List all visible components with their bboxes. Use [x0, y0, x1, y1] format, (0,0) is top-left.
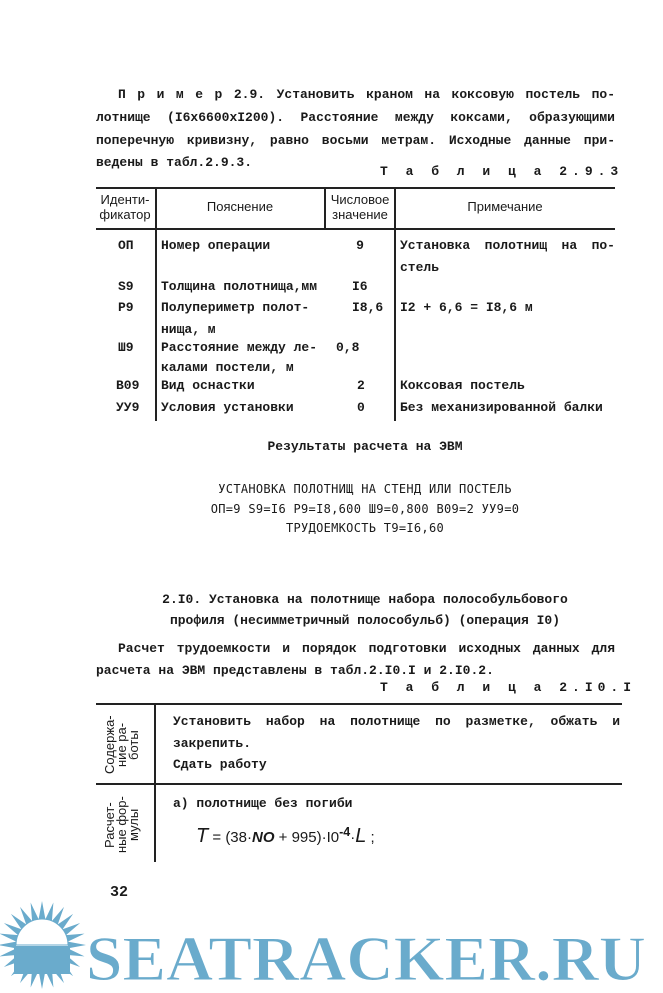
table2-col-divider: [154, 705, 156, 862]
row-label-line: Расчет-: [102, 802, 117, 848]
header-value-line: Числовое: [330, 192, 390, 207]
results-title: Результаты расчета на ЭВМ: [267, 439, 463, 454]
page-number: 32: [110, 884, 129, 901]
results-output-line: ТРУДОЕМКОСТЬ Т9=I6,60: [285, 521, 445, 535]
watermark-logo: [0, 900, 663, 993]
row-value: 0: [357, 400, 365, 415]
table1-col-divider: [155, 189, 157, 421]
row-desc: Полупериметр полот-: [161, 300, 310, 315]
row-label-formulas: [104, 790, 140, 860]
formula-part: ;: [366, 829, 375, 846]
row-note: I2 + 6,6 = I8,6 м: [400, 300, 533, 315]
content-line: Установить набор на полотнище по разметке, обжать и: [173, 714, 620, 729]
row-desc: Условия установки: [161, 400, 294, 415]
row-value: 0,8: [336, 340, 360, 355]
row-note: стель: [400, 260, 440, 275]
row-id: УУ9: [116, 400, 140, 415]
row-value: 2: [357, 378, 365, 393]
table1-caption: Т а б л и ц а 2.9.3: [380, 164, 624, 179]
row-id: В09: [116, 378, 140, 393]
row-value: I8,6: [352, 300, 384, 315]
results-output-line: ОП=9 S9=I6 P9=I8,600 Ш9=0,800 В09=2 УУ9=0: [210, 502, 520, 516]
header-identifier-line: Иденти-: [100, 192, 150, 207]
row-value: I6: [352, 279, 368, 294]
header-value: [325, 192, 395, 222]
watermark-text: SEATRACKER.RU: [86, 923, 646, 993]
sun-icon: [0, 901, 86, 989]
header-description: Пояснение: [206, 199, 274, 214]
formula-case: а) полотнище без погиби: [173, 796, 353, 811]
section-heading: профиля (несимметричный полособульб) (операция I0): [169, 613, 561, 628]
table1-col-divider: [394, 189, 396, 421]
results-output-line: УСТАНОВКА ПОЛОТНИЩ НА СТЕНД ИЛИ ПОСТЕЛЬ: [218, 482, 512, 496]
row-id: P9: [118, 300, 134, 315]
example-line-1: П р и м е р 2.9. Установить краном на коксовую постель по-: [118, 87, 615, 102]
table1-top-rule: [96, 187, 615, 189]
row-note: Без механизированной балки: [400, 400, 603, 415]
row-note: Коксовая постель: [400, 378, 525, 393]
example-line-2: лотнище (I6x6600xI200). Расстояние между коксами, образующими: [96, 110, 615, 125]
row-id: S9: [118, 279, 134, 294]
section-para-line: расчета на ЭВМ представлены в табл.2.I0.I и 2.I0.2.: [96, 663, 494, 678]
header-identifier-line: фикатор: [99, 207, 151, 222]
formula-var: L: [355, 825, 367, 847]
row-label-line: ние ра-: [114, 722, 129, 768]
table2-top-rule: [96, 703, 622, 705]
table2-row-rule: [96, 783, 622, 785]
row-label-line: мулы: [126, 808, 141, 842]
row-desc: Номер операции: [161, 238, 271, 253]
formula-var: NO: [252, 829, 275, 846]
row-label-line: боты: [126, 730, 141, 760]
example-line-3: поперечную кривизну, равно восьми метрам. Исходные данные при-: [96, 133, 615, 148]
row-note: Установка полотнищ на по-: [400, 238, 615, 253]
section-heading: 2.I0. Установка на полотнище набора полособульбового: [162, 592, 568, 607]
formula: [196, 822, 375, 848]
content-line: Сдать работу: [173, 757, 267, 772]
row-desc: Толщина полотнища,мм: [161, 279, 318, 294]
row-desc: Вид оснастки: [161, 378, 255, 393]
row-desc: нища, м: [161, 322, 216, 337]
table1-header-rule: [96, 228, 615, 230]
example-line-4: ведены в табл.2.9.3.: [96, 155, 253, 170]
row-id: Ш9: [118, 340, 134, 355]
header-note: Примечание: [467, 199, 543, 214]
row-label-line: Содержа-: [102, 715, 117, 775]
formula-lhs: T: [196, 825, 209, 847]
header-identifier: [94, 192, 156, 222]
formula-part: + 995)·I0: [274, 829, 340, 846]
row-label-line: ные фор-: [114, 796, 129, 854]
row-desc: Расстояние между ле-: [161, 340, 318, 355]
row-label-content: [104, 710, 140, 780]
formula-exponent: -4: [339, 825, 351, 839]
content-line: закрепить.: [173, 736, 252, 751]
table2-caption: Т а б л и ц а 2.I0.I: [380, 680, 637, 695]
row-desc: калами постели, м: [161, 360, 294, 375]
header-value-line: значение: [332, 207, 388, 222]
formula-part: ·: [350, 829, 356, 846]
formula-part: = (38·: [208, 829, 252, 846]
row-value: 9: [356, 238, 364, 253]
section-para-line: Расчет трудоемкости и порядок подготовки исходных данных для: [118, 641, 615, 656]
row-id: ОП: [118, 238, 134, 253]
